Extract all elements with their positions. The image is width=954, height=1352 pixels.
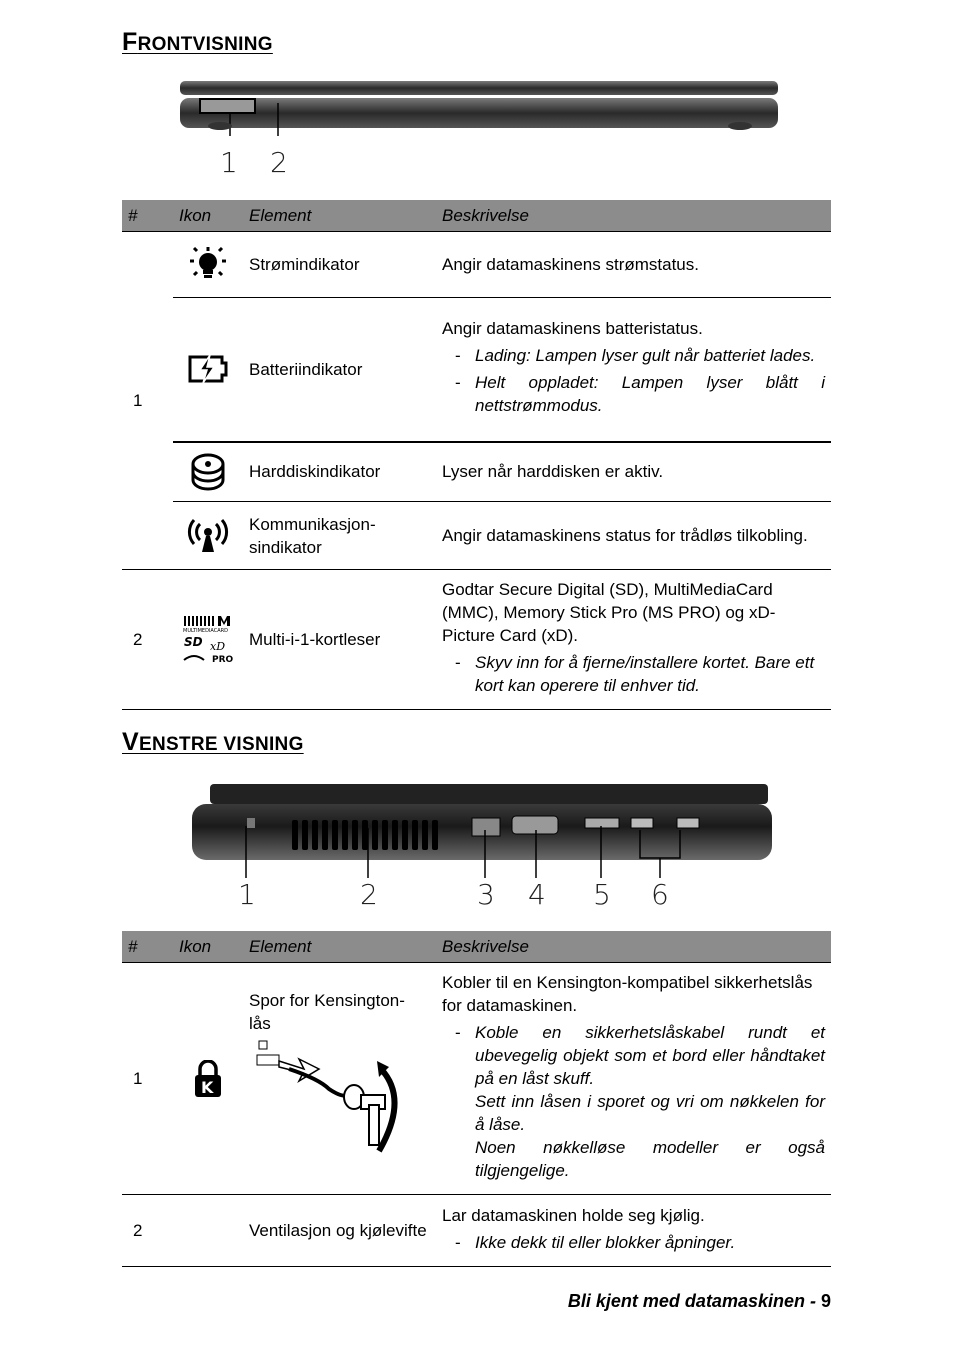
heading-cap: V — [122, 728, 139, 756]
front-callout-1: 1 — [220, 146, 238, 179]
table-row — [122, 963, 831, 1195]
battery-icon — [173, 298, 243, 442]
front-view-heading — [122, 28, 273, 57]
col-description: Beskrivelse — [436, 200, 831, 232]
element-label: Spor for Kensington-lås — [249, 991, 405, 1033]
desc-text: Lyser når harddisken er aktiv. — [442, 462, 664, 482]
row-num: 2 — [122, 570, 173, 710]
element-label — [243, 502, 436, 570]
table-row — [122, 442, 831, 502]
element-label: Harddiskindikator — [243, 442, 436, 502]
element-label: Strømindikator — [243, 232, 436, 298]
laptop-front-image — [170, 76, 790, 136]
left-callout-4: 4 — [528, 878, 546, 911]
page-footer — [568, 1291, 831, 1312]
left-callout-1: 1 — [238, 878, 256, 911]
table-header-row — [122, 200, 831, 232]
k-glyph: K — [201, 1077, 214, 1097]
description — [436, 963, 831, 1195]
bullet: - Helt oppladet: Lampen lyser blått i nettstrømmodus. — [442, 371, 825, 417]
kensington-lock-icon — [173, 963, 243, 1195]
col-element: Element — [243, 200, 436, 232]
power-bulb-icon — [173, 232, 243, 298]
table-row — [122, 1195, 831, 1267]
heading-cap: F — [122, 28, 138, 56]
description — [436, 232, 831, 298]
desc-text: Lar datamaskinen holde seg kjølig. — [442, 1205, 705, 1225]
description — [436, 502, 831, 570]
row-num: 1 — [122, 963, 173, 1195]
bullet: - Lading: Lampen lyser gult når batteriet lades. — [442, 344, 825, 367]
bullet-text: Sett inn låsen i sporet og vri om nøkkelen for å låse. — [475, 1092, 825, 1134]
left-callout-5: 5 — [593, 878, 611, 911]
kensington-illustration — [249, 1039, 409, 1159]
col-element: Element — [243, 931, 436, 963]
hdd-icon — [173, 442, 243, 502]
element-label: Batteriindikator — [243, 298, 436, 442]
table-row — [122, 298, 831, 442]
row-num: 1 — [122, 232, 173, 570]
table-row — [122, 570, 831, 710]
element-label: Ventilasjon og kjølevifte — [243, 1195, 436, 1267]
desc-text: Kobler til en Kensington-kompatibel sikkerhetslås for datamaskinen. — [442, 973, 813, 1015]
wireless-icon — [173, 502, 243, 570]
desc-text: Godtar Secure Digital (SD), MultiMediaCard (MMC), Memory Stick Pro (MS PRO) og xD-Picture Card (xD). — [442, 580, 776, 645]
left-callout-2: 2 — [360, 878, 378, 911]
bullet: - Ikke dekk til eller blokker åpninger. — [442, 1231, 825, 1254]
bullet-text: Koble en sikkerhetslåskabel rundt et ubevegelig objekt som et bord eller håndtaket på en låst skuff. — [475, 1023, 825, 1088]
card-reader-icon — [173, 570, 243, 710]
col-num: # — [122, 200, 173, 232]
table-header-row — [122, 931, 831, 963]
mmc-glyph: MULTIMEDIACARD — [183, 627, 228, 634]
table-row — [122, 232, 831, 298]
svg-text:xD: xD — [210, 639, 226, 653]
desc-text: Angir datamaskinens batteristatus. — [442, 319, 703, 339]
svg-text:SD: SD — [184, 634, 203, 649]
desc-text: Angir datamaskinens strømstatus. — [442, 255, 699, 274]
table-row — [122, 502, 831, 570]
pro-glyph: PRO — [212, 654, 234, 665]
bullet-text: Noen nøkkelløse modeller er også tilgjengelige. — [475, 1138, 825, 1180]
heading-rest: RONTVISNING — [137, 34, 273, 55]
footer-title: Bli kjent med datamaskinen - — [567, 1291, 821, 1311]
left-callout-6: 6 — [651, 878, 669, 911]
description — [436, 298, 831, 442]
col-icon: Ikon — [173, 200, 243, 232]
bullet — [442, 1021, 825, 1182]
page-number: 9 — [820, 1291, 831, 1311]
heading-rest: ENSTRE VISNING — [138, 734, 304, 755]
empty-icon-cell — [173, 1195, 243, 1267]
col-num: # — [122, 931, 173, 963]
laptop-left-image — [180, 780, 780, 880]
front-callout-2: 2 — [270, 146, 288, 179]
description — [436, 442, 831, 502]
element-cell — [243, 963, 436, 1195]
description — [436, 570, 831, 710]
desc-text: Angir datamaskinens status for trådløs tilkobling. — [442, 526, 808, 545]
bullet: - Skyv inn for å fjerne/installere kortet. Bare ett kort kan operere til enhver tid. — [442, 651, 825, 697]
element-label: Multi-i-1-kortleser — [243, 570, 436, 710]
left-callout-3: 3 — [477, 878, 495, 911]
col-icon: Ikon — [173, 931, 243, 963]
left-view-heading — [122, 728, 304, 757]
col-description: Beskrivelse — [436, 931, 831, 963]
element-line: Kommunikasjon- — [249, 514, 376, 534]
row-num: 2 — [122, 1195, 173, 1267]
left-view-table — [122, 931, 831, 1267]
description — [436, 1195, 831, 1267]
element-line: sindikator — [249, 537, 322, 557]
front-view-table — [122, 200, 831, 710]
